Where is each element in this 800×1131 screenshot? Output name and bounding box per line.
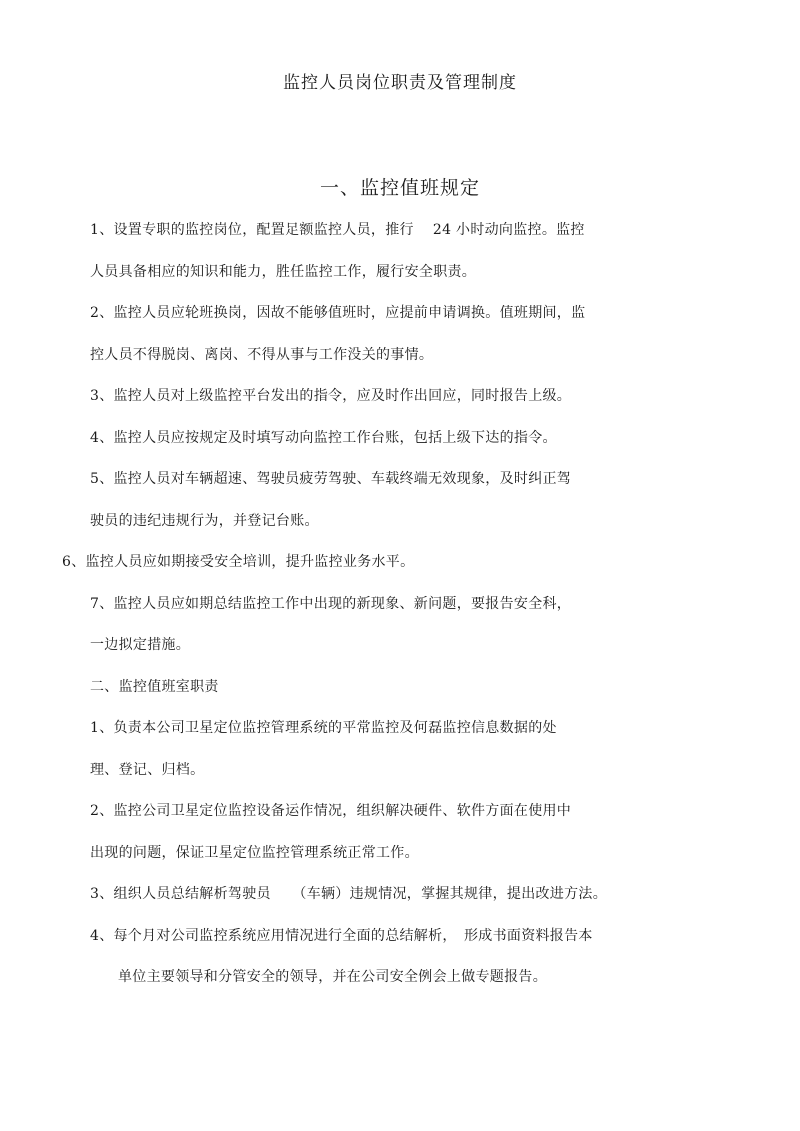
section-2-line-3: 2、监控公司卫星定位监控设备运作情况，组织解决硬件、软件方面在使用中 xyxy=(90,803,572,819)
section-1-line-8: 驶员的违纪违规行为，并登记台账。 xyxy=(90,513,319,529)
section-2-line-1: 1、负责本公司卫星定位监控管理系统的平常监控及何磊监控信息数据的处 xyxy=(90,720,557,736)
section-2-line-6: 4、每个月对公司监控系统应用情况进行全面的总结解析， 形成书面资料报告本 xyxy=(90,928,593,944)
section-2-line-5: 3、组织人员总结解析驾驶员 （车辆）违规情况，掌握其规律，提出改进方法。 xyxy=(90,886,608,902)
section-1-line-5: 3、监控人员对上级监控平台发出的指令，应及时作出回应，同时报告上级。 xyxy=(90,388,572,404)
document-title: 监控人员岗位职责及管理制度 xyxy=(283,73,517,93)
section-1-heading: 一、监控值班规定 xyxy=(319,177,480,199)
section-1-line-11: 一边拟定措施。 xyxy=(90,637,191,653)
section-1-line-3: 2、监控人员应轮班换岗，因故不能够值班时，应提前申请调换。值班期间，监 xyxy=(90,305,586,321)
section-1-line-7: 5、监控人员对车辆超速、驾驶员疲劳驾驶、车载终端无效现象，及时纠正驾 xyxy=(90,471,572,487)
section-1-line-4: 控人员不得脱岗、离岗、不得从事与工作没关的事情。 xyxy=(90,347,434,363)
section-1-line-1: 1、设置专职的监控岗位，配置足额监控人员，推行 24 小时动向监控。监控 xyxy=(90,222,585,238)
section-2-line-4: 出现的问题，保证卫星定位监控管理系统正常工作。 xyxy=(90,845,419,861)
section-1-line-9: 6、监控人员应如期接受安全培训，提升监控业务水平。 xyxy=(62,554,415,570)
section-1-line-2: 人员具备相应的知识和能力，胜任监控工作，履行安全职责。 xyxy=(90,264,477,280)
section-2-heading: 二、监控值班室职责 xyxy=(90,679,219,695)
section-2-line-7: 单位主要领导和分管安全的领导，并在公司安全例会上做专题报告。 xyxy=(118,969,547,985)
section-1-line-10: 7、监控人员应如期总结监控工作中出现的新现象、新问题，要报告安全科， xyxy=(90,596,572,612)
section-1-line-6: 4、监控人员应按规定及时填写动向监控工作台账，包括上级下达的指令。 xyxy=(90,430,557,446)
section-2-line-2: 理、登记、归档。 xyxy=(90,762,205,778)
